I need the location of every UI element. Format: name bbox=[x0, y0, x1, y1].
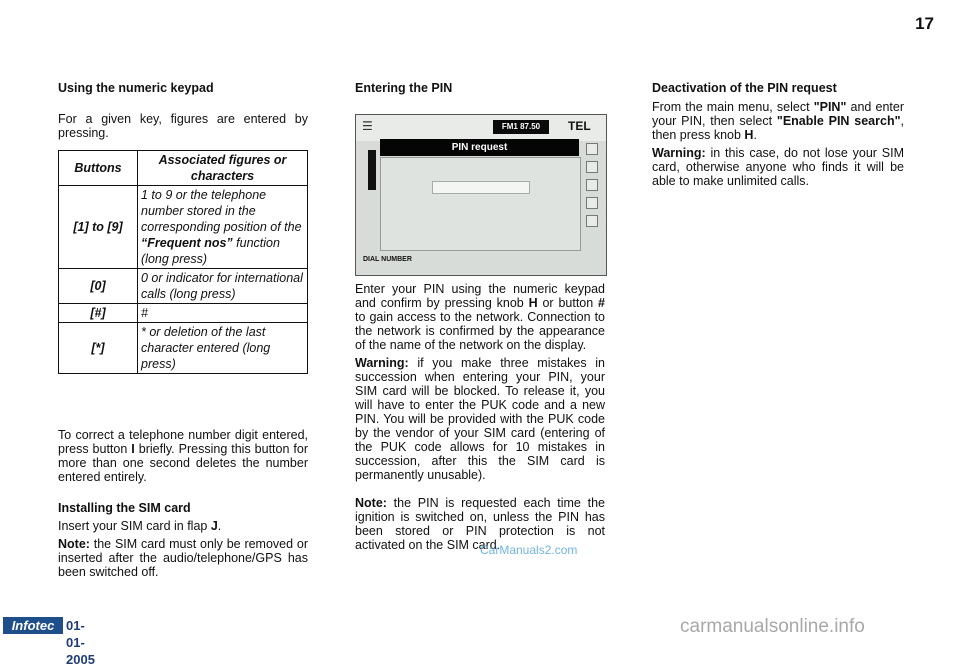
sim-paragraph bbox=[58, 519, 308, 533]
sim-text-2: . bbox=[217, 519, 222, 533]
row-key: [1] to [9] bbox=[59, 186, 138, 269]
screen-side-button bbox=[586, 215, 598, 227]
pin-warning bbox=[355, 356, 605, 482]
screen-panel bbox=[380, 157, 581, 251]
row-value: * or deletion of the last character entered (long press) bbox=[138, 323, 308, 374]
screen-side-bar bbox=[368, 150, 376, 190]
row-value: # bbox=[138, 304, 308, 323]
screen-side-button bbox=[586, 143, 598, 155]
deact-text: From the main menu, select bbox=[652, 100, 814, 114]
deact-text-3: , then press knob bbox=[652, 114, 904, 142]
keypad-table bbox=[58, 150, 308, 374]
infotec-logo: Infotec bbox=[3, 617, 63, 634]
radio-indicator: FM1 87.50 bbox=[493, 120, 549, 134]
table-row bbox=[59, 304, 308, 323]
heading-pin: Entering the PIN bbox=[355, 81, 453, 95]
hash-key: # bbox=[598, 296, 605, 310]
header-buttons: Buttons bbox=[59, 151, 138, 186]
warning-text: in this case, do not lose your SIM card, otherwise anyone who finds it will be able to make unlimited calls. bbox=[652, 146, 904, 188]
page-number: 17 bbox=[915, 14, 934, 33]
pin-menu-item: "PIN" bbox=[813, 100, 847, 114]
deactivation-warning bbox=[652, 146, 904, 188]
deact-text-2: and enter your PIN, then select bbox=[652, 100, 904, 128]
row-value bbox=[138, 186, 308, 269]
note-text: the SIM card must only be removed or inserted after the audio/telephone/GPS has been switched off. bbox=[58, 537, 308, 579]
heading-deactivation: Deactivation of the PIN request bbox=[652, 81, 837, 95]
column-pin bbox=[355, 81, 605, 112]
warning-label: Warning: bbox=[652, 146, 706, 160]
screen-side-button bbox=[586, 197, 598, 209]
correct-key: I bbox=[131, 442, 135, 456]
heading-sim: Installing the SIM card bbox=[58, 501, 191, 515]
column-pin-text bbox=[355, 282, 605, 556]
pin-text-2: or button bbox=[537, 296, 599, 310]
column-keypad bbox=[58, 81, 308, 144]
pin-field[interactable] bbox=[432, 181, 530, 194]
row-value-emphasis: “Frequent nos” bbox=[141, 236, 233, 250]
knob-h: H bbox=[744, 128, 754, 142]
table-row bbox=[59, 269, 308, 304]
column-keypad-bottom bbox=[58, 428, 308, 583]
dial-number-label: DIAL NUMBER bbox=[363, 256, 412, 263]
heading-keypad: Using the numeric keypad bbox=[58, 81, 214, 95]
pin-request-screen bbox=[355, 114, 607, 276]
table-row bbox=[59, 323, 308, 374]
table-header-row bbox=[59, 151, 308, 186]
table-row bbox=[59, 186, 308, 269]
deactivation-paragraph bbox=[652, 100, 904, 142]
signal-icon: ☰ bbox=[362, 119, 373, 133]
row-key: [#] bbox=[59, 304, 138, 323]
pin-text-3: to gain access to the network. Connection to the network is confirmed by the appearance of the name of the network on the display. bbox=[355, 310, 605, 352]
correct-paragraph bbox=[58, 428, 308, 484]
deact-text-4: . bbox=[753, 128, 757, 142]
row-key: [*] bbox=[59, 323, 138, 374]
header-figures: Associated figures or characters bbox=[138, 151, 308, 186]
correct-text: To correct a telephone number digit entered, press button bbox=[58, 428, 308, 456]
note-text: the PIN is requested each time the ignition is switched on, unless the PIN has been stored or PIN protection is not activated on the SIM card. bbox=[355, 496, 605, 552]
sim-text: Insert your SIM card in flap bbox=[58, 519, 211, 533]
watermark-small: CarManuals2.com bbox=[480, 543, 578, 557]
enable-pin-search: "Enable PIN search" bbox=[776, 114, 901, 128]
watermark-large: carmanualsonline.info bbox=[680, 616, 865, 637]
row-value-tail: function (long press) bbox=[141, 236, 280, 266]
pin-paragraph bbox=[355, 282, 605, 352]
sim-key: J bbox=[210, 519, 218, 533]
row-value: 0 or indicator for international calls (long press) bbox=[138, 269, 308, 304]
row-key: [0] bbox=[59, 269, 138, 304]
screen-title: PIN request bbox=[380, 139, 579, 156]
tel-label: TEL bbox=[568, 119, 591, 133]
screen-side-button bbox=[586, 161, 598, 173]
knob-h: H bbox=[528, 296, 538, 310]
note-label: Note: bbox=[355, 496, 387, 510]
note-label: Note: bbox=[58, 537, 90, 551]
warning-text: if you make three mistakes in succession when entering your PIN, your SIM card will be blocked. To release it, you will have to enter the PUK code and a new PIN. You will be provided with the PUK code by the vendor of your SIM card (entering of the PUK code allows for 10 mistakes in succession, after this the SIM card is permanently unusable). bbox=[355, 356, 605, 482]
row-value-text: 1 to 9 or the telephone number stored in the corresponding position of the bbox=[141, 188, 302, 234]
warning-label: Warning: bbox=[355, 356, 409, 370]
pin-text: Enter your PIN using the numeric keypad and confirm by pressing knob bbox=[355, 282, 605, 310]
sim-note bbox=[58, 537, 308, 579]
correct-text-2: briefly. Pressing this button for more than one second deletes the number entered entirely. bbox=[58, 442, 309, 484]
screen-side-button bbox=[586, 179, 598, 191]
footer-date: 01-01-2005 bbox=[66, 618, 95, 667]
keypad-intro: For a given key, figures are entered by pressing. bbox=[58, 112, 308, 140]
column-deactivation bbox=[652, 81, 904, 192]
